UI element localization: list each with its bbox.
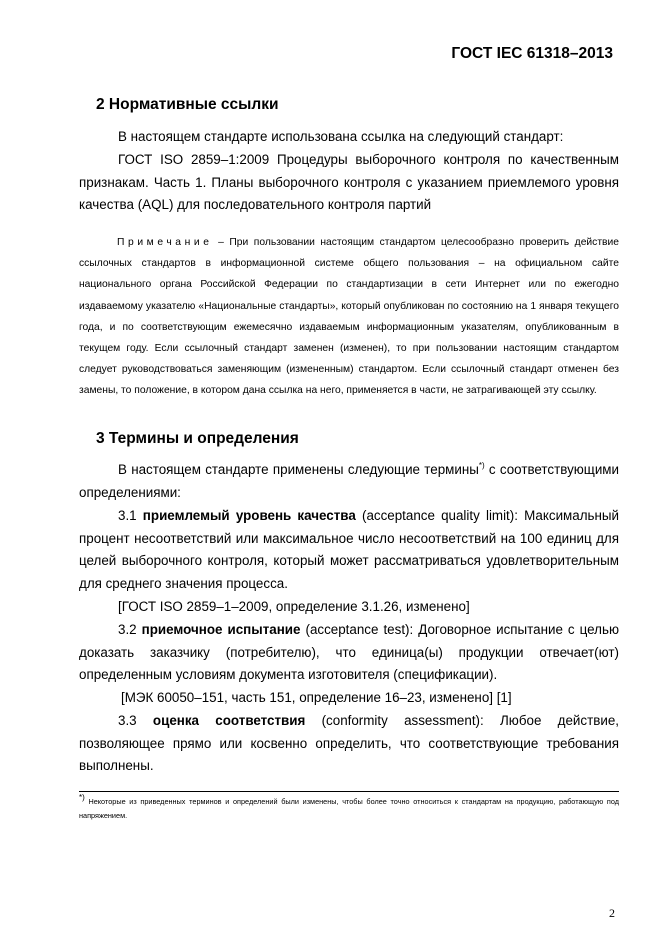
footnote-text: Некоторые из приведенных терминов и определений были изменены, чтобы более точно относиться к стандартам на продукцию, работающую под напряжением. (79, 797, 619, 820)
footnote (79, 792, 619, 822)
footnote-divider (79, 791, 619, 792)
term-3-3 (79, 710, 619, 778)
term-3-1-number: 3.1 (118, 508, 143, 523)
section-3-heading: 3 Термины и определения (96, 430, 299, 447)
term-3-2-definition: (acceptance test): Договорное испытание с целью доказать заказчику (потребителю), что единица(ы) продукции отвечает(ют) определенным условиям документа изготовителя (спецификации). (79, 622, 619, 683)
section-2-reference-paragraph (79, 149, 619, 217)
page-number: 2 (609, 906, 615, 920)
document-header-title: ГОСТ IEC 61318–2013 (451, 45, 613, 62)
term-3-3-number: 3.3 (118, 713, 153, 728)
section-2-paragraph-1 (79, 126, 619, 149)
term-3-1-name: приемлемый уровень качества (142, 508, 356, 523)
section-3-intro (79, 459, 619, 504)
term-3-1-source (79, 596, 619, 619)
term-3-3-definition: (conformity assessment): Любое действие, позволяющее прямо или косвенно определить, что соответствующие требования выполнены. (79, 713, 620, 774)
note-text: – При пользовании настоящим стандартом целесообразно проверить действие ссылочных стандартов в информационной системе общего пользования – на официальном сайте национального органа Российской Федерации по стандартизации в сети Интернет или по ежегодно издаваемому указателю «Национальные стандарты», который опубликован по состоянию на 1 января текущего года, и по соответствующим ежемесячно издаваемым информационным указателям, опубликованным в текущем году. Если ссылочный стандарт заменен (изменен), то при пользовании настоящим стандартом следует руководствоваться заменяющим (измененным) стандартом. Если ссылочный стандарт отменен без замены, то положение, в котором дана ссылка на него, применяется в части, не затрагивающей эту ссылку. (79, 237, 619, 397)
section-2-reference-text: ГОСТ ISO 2859–1:2009 Процедуры выборочного контроля по качественным признакам. Часть 1. Планы выборочного контроля с указанием приемлемого уровня качества (AQL) для последовательного контроля партий (79, 152, 619, 213)
footnote-reference-mark: *) (478, 460, 485, 470)
term-3-2-number: 3.2 (118, 622, 142, 637)
term-3-2-name: приемочное испытание (141, 622, 301, 637)
term-3-1-source-text: [ГОСТ ISO 2859–1–2009, определение 3.1.26, изменено] (118, 599, 470, 614)
term-3-1-definition: (acceptance quality limit): Максимальный процент несоответствий или максимальное число несоответствий на 100 единиц для целей выборочного контроля, который может рассматриваться удовлетворительным для среднего значения процесса. (79, 508, 619, 592)
section-3-intro-text-a: В настоящем стандарте применены следующие термины (118, 462, 479, 477)
term-3-2 (79, 619, 619, 687)
section-2-heading: 2 Нормативные ссылки (96, 96, 279, 113)
term-3-1 (79, 505, 619, 596)
section-2-paragraph-1-text: В настоящем стандарте использована ссылка на следующий стандарт: (118, 129, 564, 144)
note-label: Примечание (117, 237, 213, 248)
section-2-note (79, 232, 619, 402)
term-3-3-name: оценка соответствия (152, 713, 306, 728)
footnote-mark: *) (79, 792, 85, 802)
term-3-2-source (79, 687, 619, 710)
term-3-2-source-text: [МЭК 60050–151, часть 151, определение 16–23, изменено] [1] (121, 690, 512, 705)
section-3-intro-text-b: с соответствующими определениями: (79, 462, 619, 500)
